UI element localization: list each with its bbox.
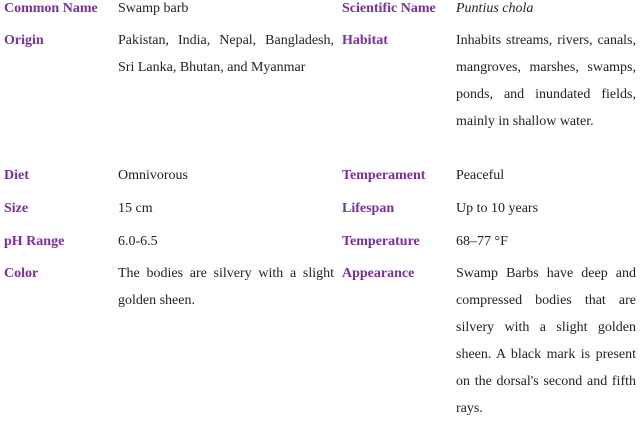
lifespan-label: Lifespan: [342, 201, 395, 216]
diet-value: Omnivorous: [118, 168, 188, 183]
scientific-name-label: Scientific Name: [342, 1, 436, 16]
scientific-name-value: Puntius chola: [456, 1, 534, 16]
origin-value: Pakistan, India, Nepal, Bangladesh, Sri Lanka, Bhutan, and Myanmar: [118, 33, 334, 75]
temperature-value: 68–77 °F: [456, 234, 508, 249]
habitat-value: Inhabits streams, rivers, canals, mangroves, marshes, swamps, ponds, and inundated fields, mainly in shallow water.: [456, 33, 636, 129]
lifespan-value: Up to 10 years: [456, 201, 539, 216]
temperament-label: Temperament: [342, 168, 426, 183]
temperature-label: Temperature: [342, 234, 420, 249]
appearance-value: Swamp Barbs have deep and compressed bodies that are silvery with a slight golden sheen. A black mark is present on the dorsal's second and fifth rays.: [456, 266, 636, 416]
temperament-value: Peaceful: [456, 168, 505, 183]
size-label: Size: [4, 201, 29, 216]
common-name-label: Common Name: [4, 1, 98, 16]
color-label: Color: [4, 266, 39, 281]
diet-label: Diet: [4, 168, 29, 183]
ph-range-value: 6.0-6.5: [118, 234, 158, 249]
common-name-value: Swamp barb: [118, 1, 189, 16]
size-value: 15 cm: [118, 201, 153, 216]
color-value: The bodies are silvery with a slight golden sheen.: [118, 266, 334, 308]
habitat-label: Habitat: [342, 33, 388, 48]
ph-range-label: pH Range: [4, 234, 65, 249]
origin-label: Origin: [4, 33, 44, 48]
appearance-label: Appearance: [342, 266, 415, 281]
